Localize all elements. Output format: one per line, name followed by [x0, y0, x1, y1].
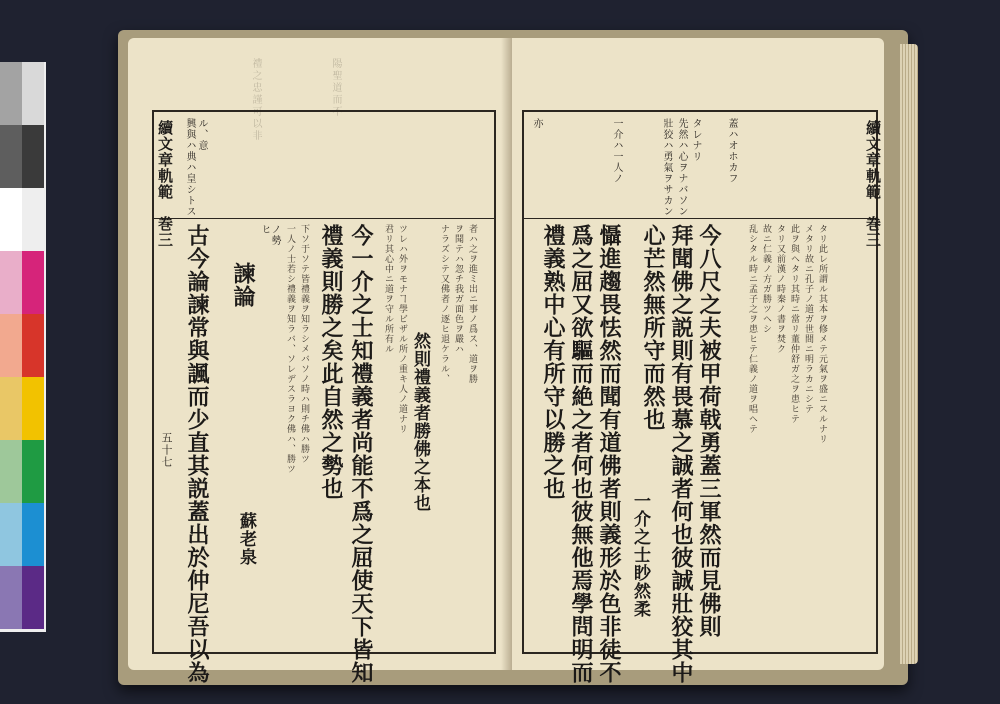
header-note: タレナリ: [690, 118, 701, 162]
gloss-column: 此ヲ與ヘタリ其時ニ當リ董仲舒ガ之ヲ患ヒテ: [789, 224, 799, 424]
swatch-magenta: [22, 251, 44, 314]
gloss-column: ナラズシテ又佛者ノ逐ヒ退ケラル、: [439, 224, 449, 384]
header-note: 蓋ハオホカフ: [726, 118, 737, 184]
text-column: 然則禮義者勝佛之本也: [410, 332, 430, 512]
page-number: 五十七: [160, 432, 173, 468]
header-note: 興與ハ典ハ皇シトス: [184, 118, 195, 217]
swatch-purple-light: [0, 566, 22, 629]
gloss-column: ヲ聞テハ忽チ我ガ面色ヲ嚴ハ: [453, 224, 463, 354]
left-text-frame: [152, 110, 496, 684]
text-column: 今八尺之夫被甲荷戟勇蓋三軍然而見佛則: [696, 224, 722, 638]
gloss-column: 君リ其心中ニ道ヲ守ル所有ル: [383, 224, 393, 354]
swatch-yellow-light: [0, 377, 22, 440]
swatch-green: [22, 440, 44, 503]
swatch-white: [0, 188, 22, 251]
bleed-through-text-2: 陽聖道而不: [330, 58, 341, 118]
header-note: 先然ハ心ヲナバソン: [676, 118, 687, 217]
gloss-column: 下ソ于ソテ皆禮義ヲ知ラシメバソノ時ハ則チ佛ハ勝ツ: [299, 224, 309, 464]
swatch-white-2: [22, 188, 44, 251]
text-column: 禮義熟中心有所守以勝之也: [540, 224, 566, 500]
author-name: 蘇老泉: [236, 512, 256, 566]
header-rule: [154, 218, 494, 219]
open-book: [118, 30, 908, 685]
page-edges: [900, 44, 918, 664]
gloss-column: 故ニ仁義ノ方ガ勝ツヘシ: [761, 224, 771, 334]
side-title: 續文章軌範 巻三: [864, 120, 882, 248]
swatch-pink-light: [0, 251, 22, 314]
header-note: 一介ハ一人ノ: [611, 118, 622, 184]
gloss-note: ヒ: [259, 224, 270, 235]
swatch-yellow: [22, 377, 44, 440]
gloss-column: 一人ノ士若シ禮義ヲ知ラバ、ソレデスラヨク佛ハ、勝ツ: [285, 224, 295, 474]
gloss-column: 者ハ之ヲ進ミ出ニ事ノ爲ス、道ヲ勝: [467, 224, 477, 384]
text-column: 懾進趨畏怯然而聞有道佛者則義形於色非徒不: [596, 224, 622, 684]
swatch-gray-light: [0, 62, 22, 125]
swatch-purple: [22, 566, 44, 629]
right-page: [512, 38, 884, 684]
text-column: 爲之屈又欲驅而絶之者何也彼無他焉學問明而: [568, 224, 594, 684]
header-note: 亦: [531, 118, 542, 129]
text-column: 今一介之士知禮義者尚能不爲之屈使天下皆知: [348, 224, 374, 684]
left-page: [128, 38, 512, 684]
header-note: 壯狡ハ勇氣ヲサカン: [661, 118, 672, 217]
text-column: 古今論諫常與諷而少直其説蓋出於仲尼吾以為: [184, 224, 210, 684]
gloss-column: 乱シタル時ニ孟子之ヲ患ヒテ仁義ノ道ヲ唱ヘテ: [747, 224, 757, 434]
gloss-column: タリ此レ所謂ル其本ヲ修メテ元氣ヲ盛ニスルナリ: [817, 224, 827, 444]
swatch-green-light: [0, 440, 22, 503]
text-column: 心芒然無所守而然也: [640, 224, 666, 431]
swatch-gray-lighter: [22, 62, 44, 125]
text-column: 一介之士眇然柔: [630, 492, 650, 618]
swatch-gray-darker: [22, 125, 44, 188]
swatch-gray-dark: [0, 125, 22, 188]
swatch-salmon: [0, 314, 22, 377]
text-column: 拜聞佛之説則有畏慕之誠者何也彼誠壯狡其中: [668, 224, 694, 684]
section-heading: 諫論: [230, 262, 256, 308]
bleed-through-text: 禮之忠謹可以非: [250, 58, 261, 142]
color-calibration-strip: [0, 62, 46, 632]
gloss-column: ツレハ外ヲモナヿ學ビザル所ノ重キ人ノ道ナリ: [397, 224, 407, 434]
right-text-frame: [522, 110, 882, 684]
swatch-cyan-light: [0, 503, 22, 566]
gloss-note: ノ勢: [269, 224, 280, 246]
gloss-column: メタリ故ニ孔子ノ道ガ世間ニ明ラカニシテ: [803, 224, 813, 414]
header-rule: [524, 218, 876, 219]
gloss-column: タリ又前漢ノ時秦ノ書ヲ焚ク: [775, 224, 785, 354]
text-column: 禮義則勝之矣此自然之勢也: [318, 224, 344, 500]
swatch-red: [22, 314, 44, 377]
header-note: ル、意: [196, 118, 207, 151]
swatch-cyan: [22, 503, 44, 566]
side-title: 續文章軌範 巻三: [156, 120, 174, 248]
